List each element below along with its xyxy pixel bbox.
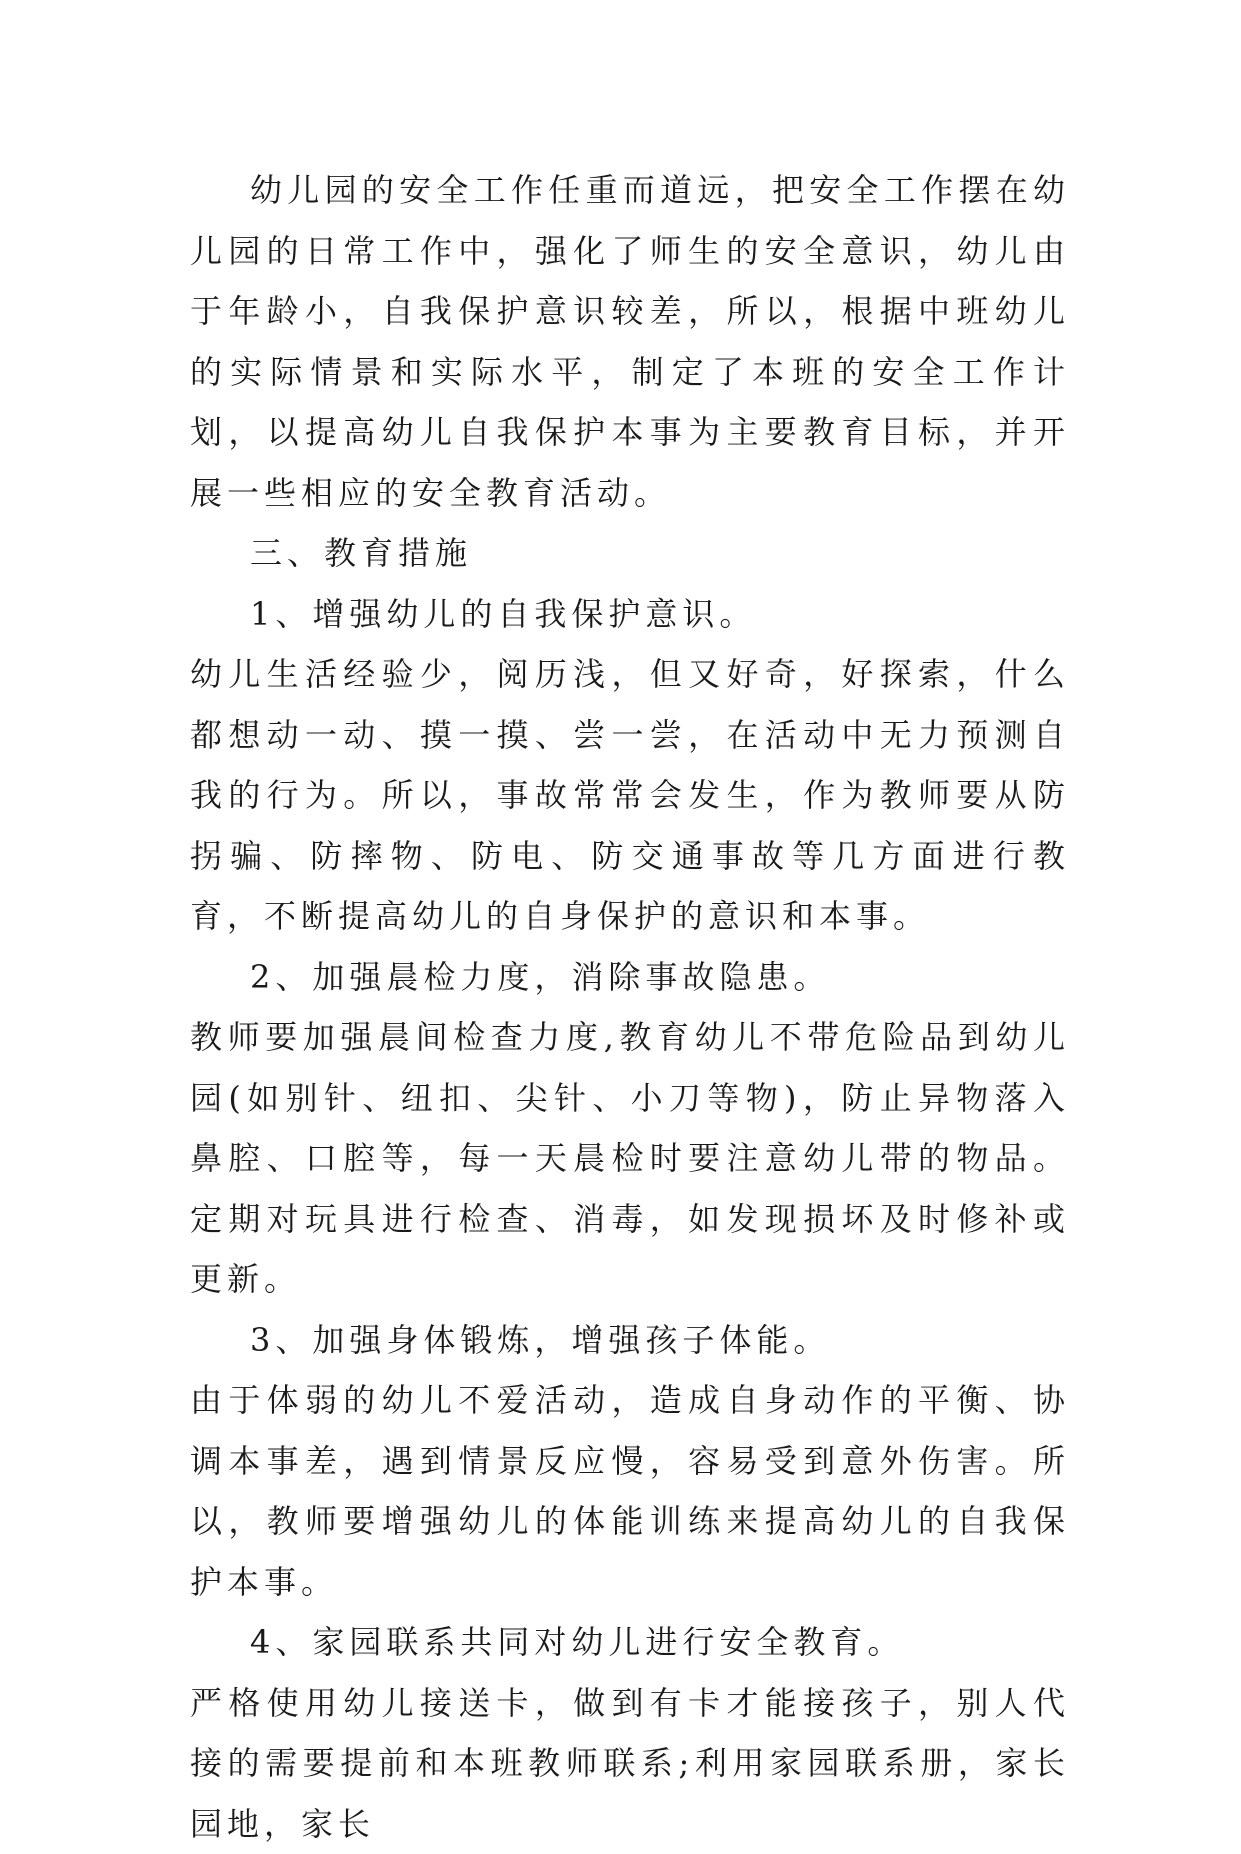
section-heading-measures: 三、教育措施 (190, 523, 1070, 584)
document-body (190, 160, 1070, 1854)
subheading-2: 2、加强晨检力度，消除事故隐患。 (190, 947, 1070, 1008)
subheading-3: 3、加强身体锻炼，增强孩子体能。 (190, 1310, 1070, 1371)
paragraph-2: 教师要加强晨间检查力度,教育幼儿不带危险品到幼儿园(如别针、纽扣、尖针、小刀等物)，防止异物落入鼻腔、口腔等，每一天晨检时要注意幼儿带的物品。定期对玩具进行检查、消毒，如发现损坏及时修补或更新。 (190, 1007, 1070, 1310)
intro-paragraph: 幼儿园的安全工作任重而道远，把安全工作摆在幼儿园的日常工作中，强化了师生的安全意识，幼儿由于年龄小，自我保护意识较差，所以，根据中班幼儿的实际情景和实际水平，制定了本班的安全工作计划，以提高幼儿自我保护本事为主要教育目标，并开展一些相应的安全教育活动。 (190, 160, 1070, 523)
subheading-4: 4、家园联系共同对幼儿进行安全教育。 (190, 1612, 1070, 1673)
subheading-1: 1、增强幼儿的自我保护意识。 (190, 584, 1070, 645)
paragraph-4: 严格使用幼儿接送卡，做到有卡才能接孩子，别人代接的需要提前和本班教师联系;利用家园联系册，家长园地，家长 (190, 1673, 1070, 1854)
paragraph-3: 由于体弱的幼儿不爱活动，造成自身动作的平衡、协调本事差，遇到情景反应慢，容易受到意外伤害。所以，教师要增强幼儿的体能训练来提高幼儿的自我保护本事。 (190, 1370, 1070, 1612)
paragraph-1: 幼儿生活经验少，阅历浅，但又好奇，好探索，什么都想动一动、摸一摸、尝一尝，在活动中无力预测自我的行为。所以，事故常常会发生，作为教师要从防拐骗、防摔物、防电、防交通事故等几方面进行教育，不断提高幼儿的自身保护的意识和本事。 (190, 644, 1070, 947)
